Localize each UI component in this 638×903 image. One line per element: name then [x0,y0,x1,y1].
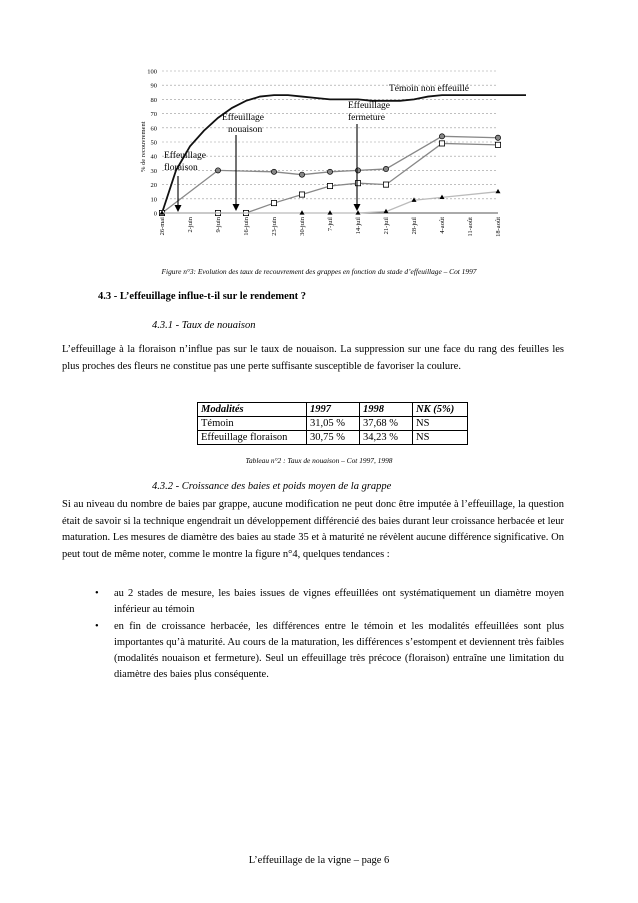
data-point [383,166,388,171]
paragraph-croissance: Si au niveau du nombre de baies par grappe, aucune modification ne peut donc être imputée à l’effeuillage, la question était de savoir si la technique engendrait un développement différencié des baies durant leur croissance herbacée et leur maturation. Les mesures de diamètre des baies au stade 35 et à maturité ne révèlent aucune différence significative. On peut tout de même noter, comme le montre la figure n°4, quelques tendances : [62,499,564,560]
table-caption: Tableau n°2 : Taux de nouaison – Cot 1997, 1998 [245,456,393,465]
table-row [198,431,468,445]
x-tick-label: 21-juil [383,217,390,235]
x-tick-label: 4-août [439,217,446,234]
list-item [62,619,564,683]
figure-caption: Figure n°3: Evolution des taux de recouvrement des grappes en fonction du stade d’effeuillage – Cot 1997 [161,267,477,276]
table-header-row [198,403,468,417]
data-point [355,181,360,186]
x-tick-label: 16-juin [243,217,250,236]
data-point [495,135,500,140]
y-tick-label: 10 [150,196,157,204]
data-point [327,183,332,188]
table-cell: 34,23 % [360,431,413,445]
x-tick-label: 14-juil [355,217,362,235]
x-tick-label: 2-juin [187,217,194,233]
data-point [327,169,332,174]
annotation-floraison-1: Effeuillage [164,151,207,161]
annotation-nouaison-1: Effeuillage [222,113,265,123]
table-cell: 30,75 % [307,431,360,445]
data-point [215,168,220,173]
y-tick-label: 100 [147,68,157,76]
table-cell: Effeuillage floraison [198,431,307,445]
page-footer: L’effeuillage de la vigne – page 6 [248,855,390,866]
y-tick-label: 30 [150,167,157,175]
data-point [299,192,304,197]
data-point [383,182,388,187]
nouaison-table [197,402,468,445]
bullet-icon: • [95,588,99,599]
table-cell: NS [413,417,468,431]
annotation-fermeture-1: Effeuillage [348,101,391,111]
table-cell: Témoin [198,417,307,431]
table-header-cell: Modalités [198,403,307,417]
annotation-temoin: Témoin non effeuillé [389,84,470,94]
y-tick-label: 50 [150,139,157,147]
list-item [62,586,564,618]
x-tick-label: 18-août [495,217,502,237]
list-item-text: au 2 stades de mesure, les baies issues de vignes effeuillées ont systématiquement un diamètre moyen inférieur au témoin [114,588,564,615]
arrow-head-icon [354,204,361,211]
data-point [355,168,360,173]
bullet-icon: • [95,621,99,632]
series-line [162,95,526,213]
tendances-list [62,586,564,684]
list-item-text: en fin de croissance herbacée, les différences entre le témoin et les modalités effeuillées sont plus importantes qu’à maturité. Au cours de la maturation, les différences s’estompent et deviennent très faibles (modalités nouaison et fermeture). Seul un effeuillage très précoce (floraison) entraîne une limitation du diamètre des baies plus conséquente. [114,621,564,680]
y-tick-label: 90 [150,82,157,90]
subsection-title-nouaison: 4.3.1 - Taux de nouaison [152,320,256,331]
data-point [439,134,444,139]
data-point [496,189,501,193]
table-header-cell: 1997 [307,403,360,417]
x-tick-label: 7-juil [327,217,334,232]
y-tick-label: 0 [153,210,157,218]
annotation-fermeture-2: fermeture [348,113,385,123]
paragraph-nouaison: L’effeuillage à la floraison n’influe pas sur le taux de nouaison. La suppression sur une face du rang des feuilles les plus proches des fleurs ne constitue pas une perte suffisante susceptible de favoriser la coulure. [62,344,564,372]
table-cell: NS [413,431,468,445]
series-line [162,192,498,213]
arrow-head-icon [233,204,240,211]
x-tick-label: 9-juin [215,217,222,233]
chart-series [159,95,526,215]
y-tick-label: 70 [150,111,157,119]
y-tick-label: 20 [150,182,157,190]
x-tick-label: 28-juil [411,217,418,235]
y-axis-label: % de recouvrement [140,121,147,172]
subsection-title-croissance: 4.3.2 - Croissance des baies et poids moyen de la grappe [152,481,392,492]
x-axis-ticks [159,216,502,237]
x-tick-label: 26-mai [159,217,166,236]
y-axis-ticks [147,69,157,218]
x-tick-label: 11-août [467,217,474,237]
series-line [162,143,498,213]
data-point [299,172,304,177]
recouvrement-chart [0,0,638,265]
annotation-nouaison-2: nouaison [228,125,263,135]
table-cell: 31,05 % [307,417,360,431]
x-tick-label: 23-juin [271,217,278,236]
section-title: 4.3 - L’effeuillage influe-t-il sur le rendement ? [98,291,307,302]
data-point [439,141,444,146]
arrow-head-icon [175,205,182,212]
data-point [271,200,276,205]
y-tick-label: 60 [150,125,157,133]
data-point [271,169,276,174]
data-point [495,142,500,147]
table-header-cell: NK (5%) [413,403,468,417]
table-row [198,417,468,431]
y-tick-label: 80 [150,96,157,104]
annotation-floraison-2: floraison [164,163,198,173]
x-tick-label: 30-juin [299,217,306,236]
y-tick-label: 40 [150,153,157,161]
table-header-cell: 1998 [360,403,413,417]
table-cell: 37,68 % [360,417,413,431]
